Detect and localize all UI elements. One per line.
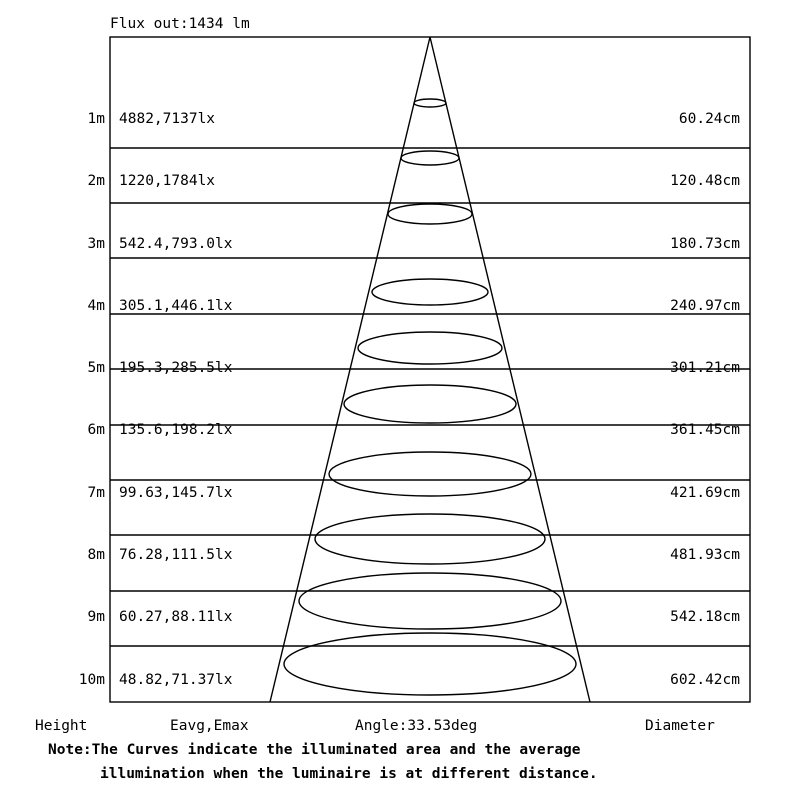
row-eavg-emax-value: 4882,7137lx (119, 111, 216, 127)
illumination-ellipses (284, 99, 576, 695)
row-diameter-value: 240.97cm (670, 298, 740, 314)
row-height-label: 9m (87, 609, 105, 625)
caption-eavg-emax: Eavg,Emax (170, 718, 249, 734)
row-eavg-emax-value: 195.3,285.5lx (119, 360, 233, 376)
row-gridlines (110, 148, 750, 646)
row-eavg-emax-value: 48.82,71.37lx (119, 672, 233, 688)
caption-angle: Angle:33.53deg (355, 718, 478, 734)
row-diameter-value: 180.73cm (670, 236, 740, 252)
row-eavg-emax-value: 1220,1784lx (119, 173, 216, 189)
row-eavg-emax-value: 76.28,111.5lx (119, 547, 233, 563)
flux-output-label: Flux out:1434 lm (110, 16, 250, 32)
row-diameter-value: 120.48cm (670, 173, 740, 189)
row-diameter-value: 481.93cm (670, 547, 740, 563)
caption-diameter: Diameter (645, 718, 715, 734)
row-diameter-value: 542.18cm (670, 609, 740, 625)
row-height-label: 10m (78, 672, 105, 688)
note-line-2: illumination when the luminaire is at different distance. (100, 766, 598, 782)
row-eavg-emax-value: 542.4,793.0lx (119, 236, 233, 252)
row-diameter-value: 421.69cm (670, 485, 740, 501)
row-height-label: 5m (87, 360, 105, 376)
row-height-label: 6m (87, 422, 105, 438)
row-diameter-value: 301.21cm (670, 360, 740, 376)
row-height-label: 7m (87, 485, 105, 501)
row-diameter-value: 361.45cm (670, 422, 740, 438)
row-eavg-emax-value: 135.6,198.2lx (119, 422, 233, 438)
row-diameter-value: 60.24cm (678, 111, 740, 127)
row-height-label: 8m (87, 547, 105, 563)
row-eavg-emax-value: 99.63,145.7lx (119, 485, 233, 501)
row-height-label: 3m (87, 236, 105, 252)
row-height-label: 1m (87, 111, 105, 127)
note-line-1: Note:The Curves indicate the illuminated area and the average (48, 742, 581, 758)
row-eavg-emax-value: 60.27,88.11lx (119, 609, 233, 625)
row-eavg-emax-value: 305.1,446.1lx (119, 298, 233, 314)
row-height-label: 4m (87, 298, 105, 314)
caption-height: Height (35, 718, 88, 734)
row-height-label: 2m (87, 173, 105, 189)
row-diameter-value: 602.42cm (670, 672, 740, 688)
